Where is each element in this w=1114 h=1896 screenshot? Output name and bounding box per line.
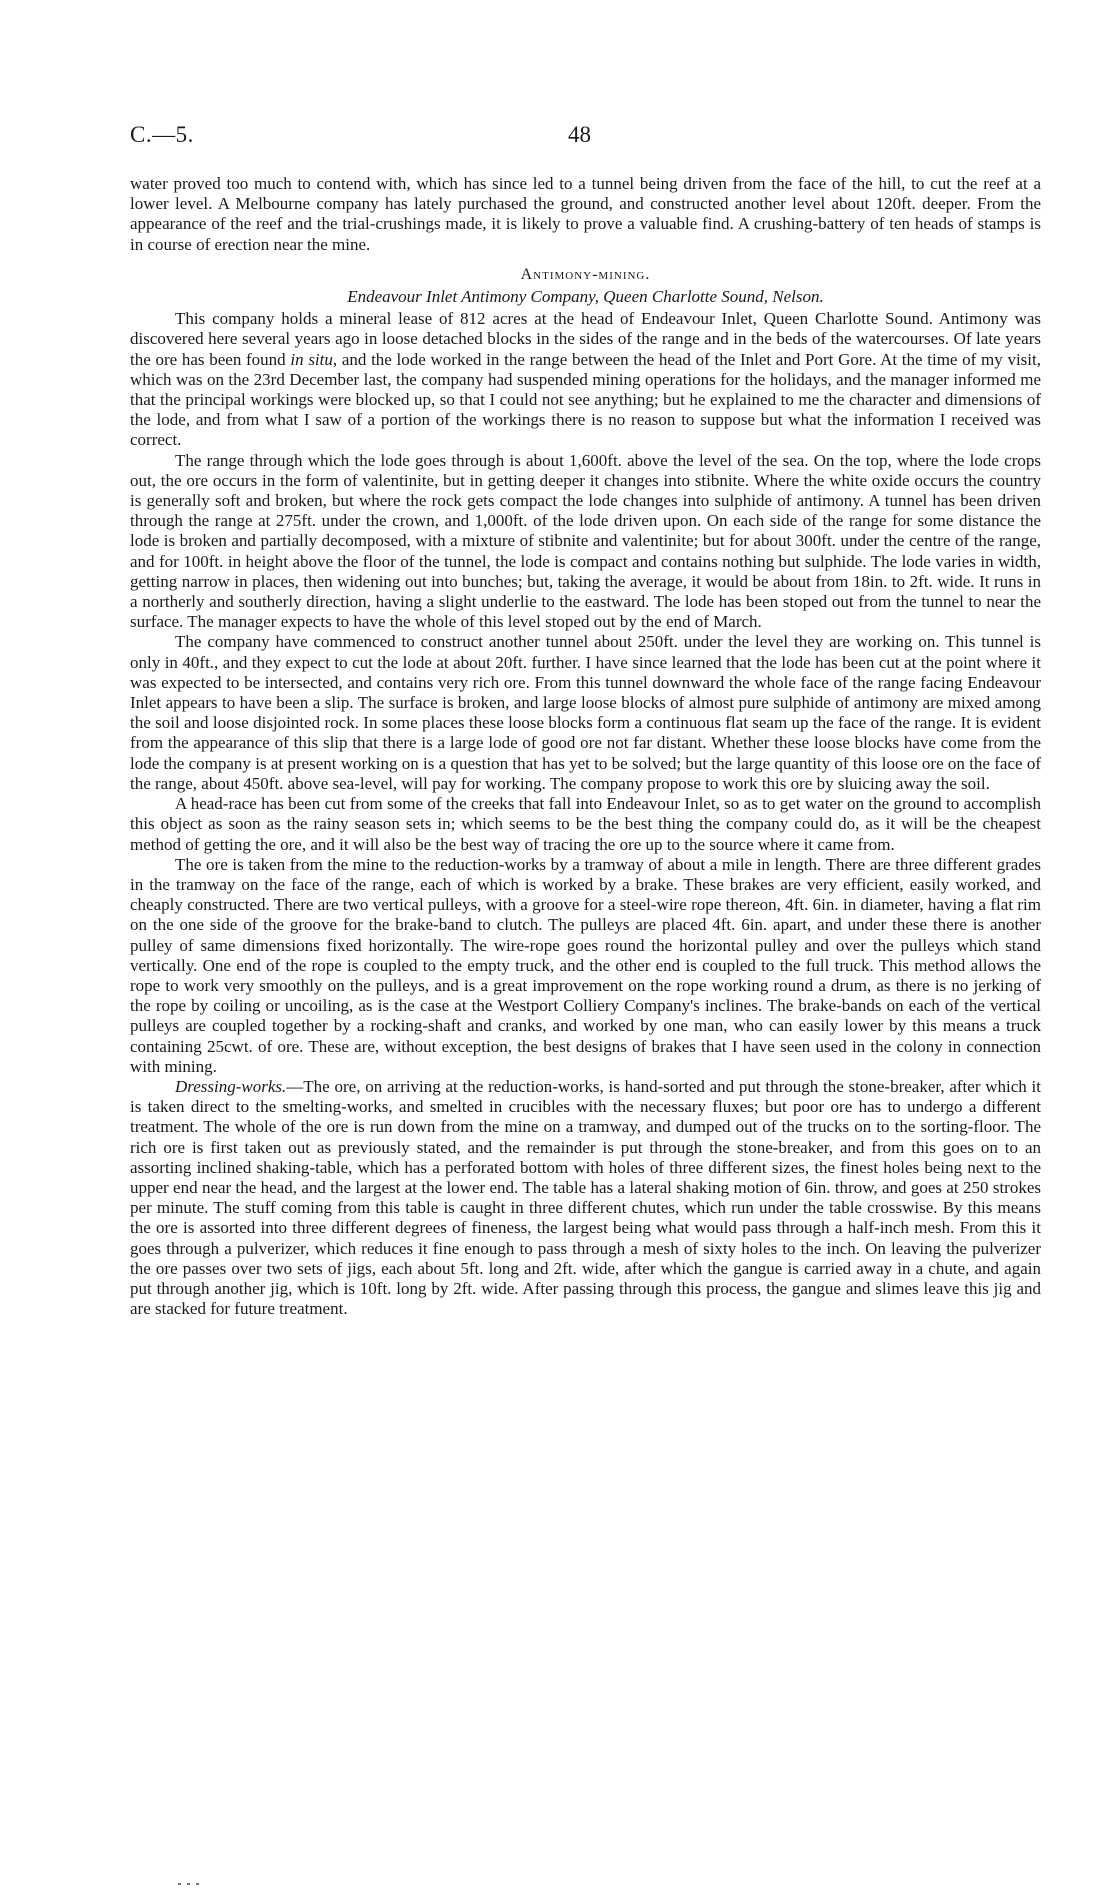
paragraph-1-text-b: , and the lode worked in the range between the head of the Inlet and Port Gore. At the time of my visit, which was on the 23rd December last, the company had suspended mining operations for the holidays, and the manager informed me that the principal workings were blocked up, so that I could not see anything; but he explained to me the character and dimensions of the lode, and from what I saw of a portion of the workings there is no reason to suppose but what the information I received was correct. <box>130 349 1041 450</box>
paragraph-2: The range through which the lode goes through is about 1,600ft. above the level of the sea. On the top, where the lode crops out, the ore occurs in the form of valentinite, but in getting deeper it changes into stibnite. Where the white oxide occurs the country is generally soft and broken, but where the rock gets compact the lode changes into sulphide of antimony. A tunnel has been driven through the range at 275ft. under the crown, and 1,000ft. of the lode driven upon. On each side of the range for some distance the lode is broken and partially decomposed, with a mixture of stibnite and valentinite; but for about 300ft. under the centre of the range, and for 100ft. in height above the floor of the tunnel, the lode is compact and contains nothing but sulphide. The lode varies in width, getting narrow in places, then widening out into bunches; but, taking the average, it would be about from 18in. to 2ft. wide. It runs in a northerly and southerly direction, having a slight underlie to the eastward. The lode has been stoped out from the tunnel to near the surface. The manager expects to have the whole of this level stoped out by the end of March. <box>130 450 1041 632</box>
paragraph-4: A head-race has been cut from some of the creeks that fall into Endeavour Inlet, so as to get water on the ground to accomplish this object as soon as the rainy season sets in; which seems to be the best thing the company could do, as it will be the cheapest method of getting the ore, and it will also be the best way of tracing the ore up to the source where it came from. <box>130 794 1041 854</box>
paragraph-1-italic: in situ <box>290 349 333 369</box>
paragraph-6-lead: Dressing-works. <box>175 1076 287 1096</box>
paragraph-1 <box>130 309 1041 450</box>
paragraph-3: The company have commenced to construct another tunnel about 250ft. under the level they are working on. This tunnel is only in 40ft., and they expect to cut the lode at about 20ft. further. I have since learned that the lode has been cut at the point where it was expected to be intersected, and contains very rich ore. From this tunnel downward the whole face of the range facing Endeavour Inlet appears to have been a slip. The surface is broken, and large loose blocks of almost pure sulphide of antimony are mixed among the soil and loose disjointed rock. In some places these loose blocks form a continuous flat seam up the face of the range. It is evident from the appearance of this slip that there is a large lode of good ore not far distant. Whether these loose blocks have come from the lode the company is at present working on is a question that has yet to be solved; but the large quantity of this loose ore on the face of the range, about 450ft. above sea-level, will pay for working. The company propose to work this ore by sluicing away the soil. <box>130 632 1041 793</box>
paragraph-6 <box>130 1077 1041 1319</box>
subsection-title: Endeavour Inlet Antimony Company, Queen Charlotte Sound, Nelson. <box>347 287 824 307</box>
print-mark <box>178 1872 212 1878</box>
paragraph-1-text-a: This company holds a mineral lease of 812 acres at the head of Endeavour Inlet, Queen Charlotte Sound. Antimony was discovered here several years ago in loose detached blocks in the sides of the range and in the beds of the watercourses. Of late years the ore has been found <box>130 309 1041 369</box>
page-reference: C.—5. <box>130 122 194 147</box>
paragraph-5: The ore is taken from the mine to the reduction-works by a tramway of about a mile in length. There are three different grades in the tramway on the face of the range, each of which is worked by a brake. These brakes are very efficient, easily worked, and cheaply constructed. There are two vertical pulleys, with a groove for a steel-wire rope thereon, 4ft. 6in. in diameter, having a flat rim on the one side of the groove for the brake-band to clutch. The pulleys are placed 4ft. 6in. apart, and under these there is another pulley of same dimensions fixed horizontally. The wire-rope goes round the horizontal pulley and over the pulleys which stand vertically. One end of the rope is coupled to the empty truck, and the other end is coupled to the full truck. This method allows the rope to work very smoothly on the pulleys, and is a great improvement on the rope working round a drum, as there is no jerking of the rope by coiling or uncoiling, as is the case at the Westport Colliery Company's inclines. The brake-bands on each of the vertical pulleys are coupled together by a rocking-shaft and cranks, and worked by one man, who can easily lower by this means a truck containing 25cwt. of ore. These are, without exception, the best designs of brakes that I have seen used in the colony in connection with mining. <box>130 854 1041 1076</box>
paragraph-intro: water proved too much to contend with, which has since led to a tunnel being driven from the face of the hill, to cut the reef at a lower level. A Melbourne company has lately purchased the ground, and constructed another level about 120ft. deeper. From the appearance of the reef and the trial-crushings made, it is likely to prove a valuable find. A crushing-battery of ten heads of stamps is in course of erection near the mine. <box>130 174 1041 254</box>
section-title: Antimony-mining. <box>520 265 651 283</box>
paragraph-6-text: —The ore, on arriving at the reduction-works, is hand-sorted and put through the stone-breaker, after which it is taken direct to the smelting-works, and smelted in crucibles with the necessary fluxes; but poor ore has to undergo a different treatment. The whole of the ore is run down from the mine on a tramway, and dumped out of the trucks on to the sorting-floor. The rich ore is first taken out as previously stated, and the remainder is put through the stone-breaker, and from this goes on to an assorting inclined shaking-table, which has a perforated bottom with holes of three different sizes, the finest holes being next to the upper end near the head, and the largest at the lower end. The table has a lateral shaking motion of 6in. throw, and goes at 250 strokes per minute. The stuff coming from this table is caught in three different chutes, which run under the table crosswise. By this means the ore is assorted into three different degrees of fineness, the largest being what would pass through a half-inch mesh. From this it goes through a pulverizer, which reduces it fine enough to pass through a mesh of sixty holes to the inch. On leaving the pulverizer the ore passes over two sets of jigs, each about 5ft. long and 2ft. wide, after which the gangue is carried away in a chute, and again put through another jig, which is 10ft. long by 2ft. wide. After passing through this process, the gangue and slimes leave this jig and are stacked for future treatment. <box>130 1076 1041 1319</box>
page-number: 48 <box>568 122 591 147</box>
body-text <box>130 174 1041 1319</box>
